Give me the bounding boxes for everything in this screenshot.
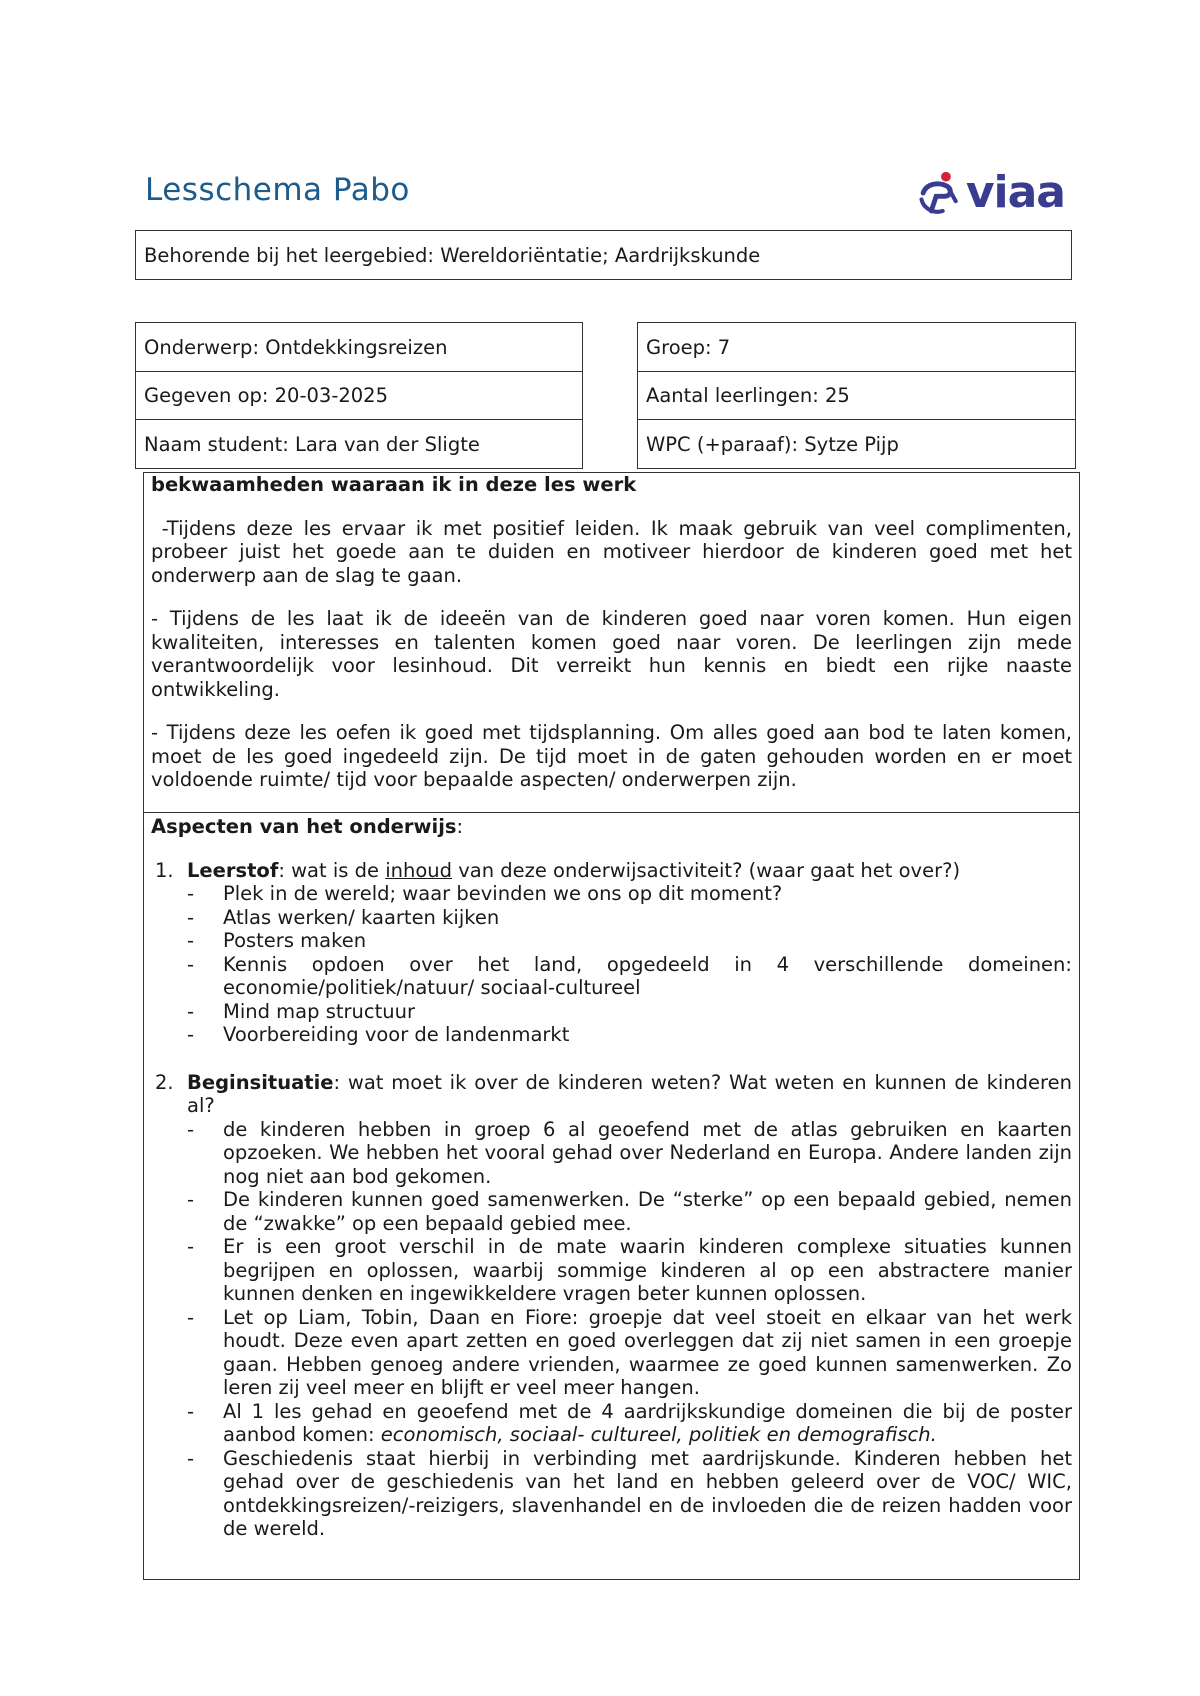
list-number: 1. xyxy=(155,858,174,882)
aspecten-section xyxy=(144,813,1079,1541)
onderwerp-field xyxy=(135,322,583,372)
bullet-text: Posters maken xyxy=(223,929,367,952)
leerstof-label: Leerstof xyxy=(187,858,279,882)
bullet-text: Kennis opdoen over het land, opgedeeld in 4 verschillende domeinen: economie/politiek/natuur/ sociaal-cultureel xyxy=(223,952,1072,999)
bullet-text: Al 1 les gehad en geoefend met de 4 aardrijkskundige domeinen die bij de poster aanbod komen: xyxy=(223,1399,1072,1446)
groep-text: Groep: 7 xyxy=(646,335,731,359)
bullet-text: Geschiedenis staat hierbij in verbinding met aardrijskunde. Kinderen hebben het gehad over de geschiedenis van het land en hebben geleerd over de VOC/ WIC, ontdekkingsreizen/-reizigers, slavenhandel en de invloeden die de reizen hadden voor de wereld. xyxy=(223,1446,1072,1540)
beginsituatie-label: Beginsituatie xyxy=(187,1070,334,1094)
list-item: - Er is een groot verschil in de mate waarin kinderen complexe situaties kunnen begrijpen en oplossen, waarbij sommige kinderen al op een abstractere manier kunnen denken en ingewikkeldere vragen beter kunnen oplossen. xyxy=(187,1235,1072,1305)
aspecten-heading-line xyxy=(151,815,1072,839)
list-item: - de kinderen hebben in groep 6 al geoefend met de atlas gebruiken en kaarten opzoeken. We hebben het vooral gehad over Nederland en Europa. Andere landen zijn nog niet aan bod gekomen. xyxy=(187,1117,1072,1188)
viaa-logo-icon xyxy=(915,164,964,222)
list-item: - Kennis opdoen over het land, opgedeeld in 4 verschillende domeinen: economie/politiek/natuur/ sociaal-cultureel xyxy=(187,952,1072,999)
aantal-leerlingen-field xyxy=(637,371,1076,420)
bullet-text: Mind map structuur xyxy=(223,999,415,1023)
lesson-details xyxy=(143,472,1080,1580)
bekwaamheden-paragraph: -Tijdens deze les ervaar ik met positief leiden. Ik maak gebruik van veel complimenten, probeer juist het goede aan te duiden en motiveer hierdoor de kinderen goed met het onderwerp aan de slag te gaan. xyxy=(151,516,1079,587)
list-item: - Al 1 les gehad en geoefend met de 4 aardrijkskundige domeinen die bij de poster aanbod komen: economisch, sociaal- cultureel, politiek en demografisch. xyxy=(187,1399,1072,1446)
bullet-text: De kinderen kunnen goed samenwerken. De “sterke” op een bepaald gebied, nemen de “zwakke” op een bepaald gebied mee. xyxy=(223,1188,1072,1235)
list-item: - Geschiedenis staat hierbij in verbinding met aardrijskunde. Kinderen hebben het gehad over de geschiedenis van het land en hebben geleerd over de VOC/ WIC, ontdekkingsreizen/-reizigers, slavenhandel en de invloeden die de reizen hadden voor de wereld. xyxy=(187,1446,1072,1540)
aantal-leerlingen-text: Aantal leerlingen: 25 xyxy=(646,384,850,407)
list-item: - Let op Liam, Tobin, Daan en Fiore: groepje dat veel stoeit en elkaar van het werk houdt. Deze even apart zetten en goed overleggen dat zij niet samen in een groepje gaan. Hebben genoeg andere vrienden, waarmee ze goed kunnen samenwerken. Zo leren zij veel meer en blijft er veel meer hangen. xyxy=(187,1305,1072,1399)
leerstof-bullets xyxy=(187,882,1072,1047)
beginsituatie-text: : wat moet ik over de kinderen weten? Wat weten en kunnen de kinderen al? xyxy=(187,1070,1072,1117)
onderwerp-text: Onderwerp: Ontdekkingsreizen xyxy=(144,335,448,359)
leerstof-text: : wat is de xyxy=(278,858,386,882)
leergebied-text: Behorende bij het leergebied: Wereldoriëntatie; Aardrijkskunde xyxy=(144,243,761,267)
bekwaamheden-paragraph: - Tijdens de les laat ik de ideeën van de kinderen goed naar voren komen. Hun eigen kwaliteiten, interesses en talenten komen goed naar voren. De leerlingen zijn mede verantwoordelijk voor lesinhoud. Dit verreikt hun kennis en biedt een rijke naaste ontwikkeling. xyxy=(151,607,1072,701)
list-item: - Voorbereiding voor de landenmarkt xyxy=(187,1023,570,1046)
wpc-field xyxy=(637,419,1076,469)
list-item: - De kinderen kunnen goed samenwerken. De “sterke” op een bepaald gebied, nemen de “zwakke” op een bepaald gebied mee. xyxy=(187,1188,1072,1235)
groep-field xyxy=(637,322,1076,372)
aspecten-heading-suffix: : xyxy=(456,815,464,838)
viaa-logo xyxy=(915,163,1065,223)
leergebied-field xyxy=(135,230,1072,280)
beginsituatie-item xyxy=(151,1071,1072,1541)
bullet-text: de kinderen hebben in groep 6 al geoefend met de atlas gebruiken en kaarten opzoeken. We hebben het vooral gehad over Nederland en Europa. Andere landen zijn nog niet aan bod gekomen. xyxy=(223,1117,1072,1188)
leerstof-text-b: van deze onderwijsactiviteit? (waar gaat het over?) xyxy=(452,858,961,882)
leerstof-item xyxy=(151,859,1072,1047)
gegeven-op-text: Gegeven op: 20-03-2025 xyxy=(144,384,388,407)
naam-student-field xyxy=(135,419,583,469)
bullet-text: Let op Liam, Tobin, Daan en Fiore: groepje dat veel stoeit en elkaar van het werk houdt. Deze even apart zetten en goed overleggen dat zij niet samen in een groepje gaan. Hebben genoeg andere vrienden, waarmee ze goed kunnen samenwerken. Zo leren zij veel meer en blijft er veel meer hangen. xyxy=(223,1305,1072,1399)
page-title: Lesschema Pabo xyxy=(145,172,410,208)
bullet-text: Voorbereiding voor de landenmarkt xyxy=(223,1023,570,1046)
bekwaamheden-heading: bekwaamheden waaraan ik in deze les werk xyxy=(151,473,637,496)
list-item: - Mind map structuur xyxy=(187,999,415,1023)
list-number: 2. xyxy=(155,1070,174,1094)
bekwaamheden-section xyxy=(144,473,1079,813)
naam-student-text: Naam student: Lara van der Sligte xyxy=(144,432,480,456)
bullet-text: Er is een groot verschil in de mate waarin kinderen complexe situaties kunnen begrijpen en oplossen, waarbij sommige kinderen al op een abstractere manier kunnen denken en ingewikkeldere vragen beter kunnen oplossen. xyxy=(223,1235,1072,1305)
list-item: - Atlas werken/ kaarten kijken xyxy=(187,905,500,929)
bullet-text: Atlas werken/ kaarten kijken xyxy=(223,905,500,929)
bullet-text: Plek in de wereld; waar bevinden we ons op dit moment? xyxy=(223,882,783,905)
beginsituatie-bullets xyxy=(187,1118,1072,1541)
viaa-logo-text: viaa xyxy=(965,167,1065,218)
list-item: - Posters maken xyxy=(187,929,367,952)
aspecten-heading: Aspecten van het onderwijs xyxy=(151,815,457,838)
bekwaamheden-paragraph: - Tijdens deze les oefen ik goed met tijdsplanning. Om alles goed aan bod te laten komen, moet de les goed ingedeeld zijn. De tijd moet in de gaten gehouden worden en er moet voldoende ruimte/ tijd voor bepaalde aspecten/ onderwerpen zijn. xyxy=(151,721,1072,791)
list-item: - Plek in de wereld; waar bevinden we ons op dit moment? xyxy=(187,882,783,905)
gegeven-op-field xyxy=(135,371,583,420)
inhoud-underlined: inhoud xyxy=(385,858,452,882)
wpc-text: WPC (+paraaf): Sytze Pijp xyxy=(646,432,899,456)
domeinen-italic: economisch, sociaal- cultureel, politiek en demografisch. xyxy=(380,1423,937,1446)
